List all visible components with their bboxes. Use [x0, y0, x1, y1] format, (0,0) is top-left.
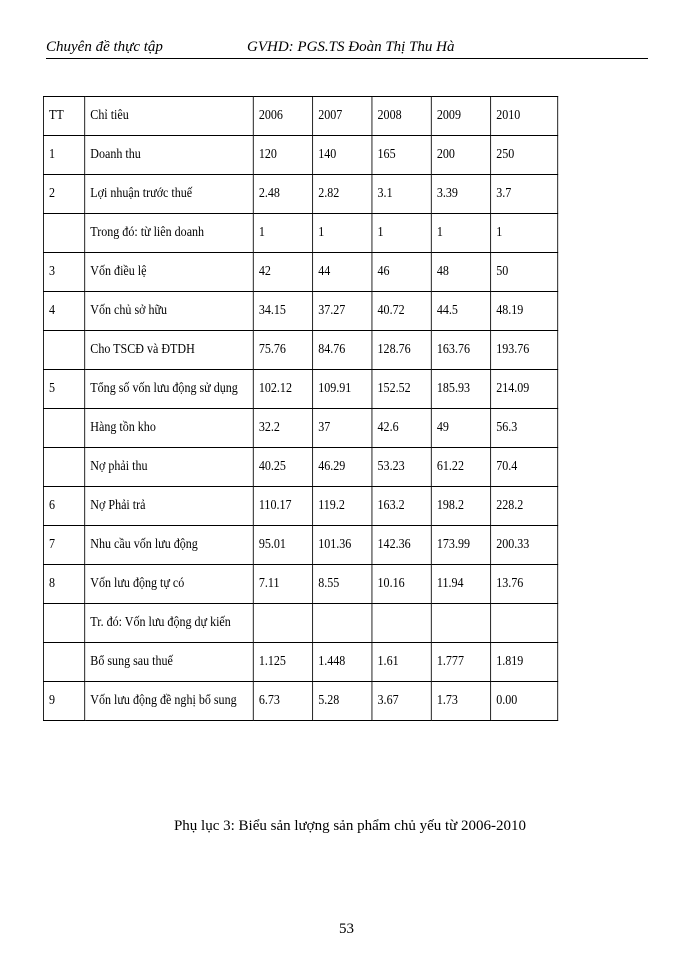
- table-cell: 75.76: [253, 331, 312, 370]
- table-cell: [431, 604, 490, 643]
- table-cell: 5.28: [313, 682, 372, 721]
- table-cell: 7.11: [253, 565, 312, 604]
- table-row: [43, 214, 557, 253]
- table-cell: 40.25: [253, 448, 312, 487]
- table-cell: [43, 331, 84, 370]
- column-header: 2006: [253, 97, 312, 136]
- table-cell: 49: [431, 409, 490, 448]
- table-cell: 0.00: [491, 682, 558, 721]
- table-cell: 37: [313, 409, 372, 448]
- table-cell: 6.73: [253, 682, 312, 721]
- table-cell: [253, 604, 312, 643]
- table-cell: 3.39: [431, 175, 490, 214]
- table-cell: 50: [491, 253, 558, 292]
- table-cell: Vốn lưu động đề nghị bổ sung: [85, 682, 254, 721]
- table-cell: Nợ Phải trả: [85, 487, 254, 526]
- table-cell: 56.3: [491, 409, 558, 448]
- table-cell: [43, 214, 84, 253]
- table-cell: Trong đó: từ liên doanh: [85, 214, 254, 253]
- table-cell: 7: [43, 526, 84, 565]
- table-cell: 11.94: [431, 565, 490, 604]
- table-cell: 34.15: [253, 292, 312, 331]
- table-cell: 9: [43, 682, 84, 721]
- table-row: [43, 604, 557, 643]
- table-cell: 185.93: [431, 370, 490, 409]
- table-cell: 6: [43, 487, 84, 526]
- table-cell: 70.4: [491, 448, 558, 487]
- table-cell: 44.5: [431, 292, 490, 331]
- table-cell: 61.22: [431, 448, 490, 487]
- table-cell: 1.777: [431, 643, 490, 682]
- table-cell: 3: [43, 253, 84, 292]
- table-cell: Vốn điều lệ: [85, 253, 254, 292]
- table-cell: 95.01: [253, 526, 312, 565]
- table-row: [43, 487, 557, 526]
- table-cell: [491, 604, 558, 643]
- header-left-title: Chuyên đề thực tập: [46, 39, 163, 55]
- table-cell: 8: [43, 565, 84, 604]
- table-cell: 214.09: [491, 370, 558, 409]
- table-cell: 101.36: [313, 526, 372, 565]
- table-cell: 2: [43, 175, 84, 214]
- column-header: 2007: [313, 97, 372, 136]
- table-cell: Hàng tồn kho: [85, 409, 254, 448]
- table-row: [43, 370, 557, 409]
- table-cell: [43, 409, 84, 448]
- table-cell: 198.2: [431, 487, 490, 526]
- table-cell: 1.448: [313, 643, 372, 682]
- table-cell: Bổ sung sau thuế: [85, 643, 254, 682]
- table-cell: [43, 643, 84, 682]
- column-header: 2010: [491, 97, 558, 136]
- table-row: [43, 448, 557, 487]
- table-row: [43, 526, 557, 565]
- table-cell: 48: [431, 253, 490, 292]
- table-row: [43, 136, 557, 175]
- table-cell: 42: [253, 253, 312, 292]
- table-cell: 48.19: [491, 292, 558, 331]
- table-cell: 2.82: [313, 175, 372, 214]
- table-row: [43, 253, 557, 292]
- table-cell: 200.33: [491, 526, 558, 565]
- column-header: 2008: [372, 97, 431, 136]
- financial-table-body: [43, 97, 557, 721]
- table-cell: 140: [313, 136, 372, 175]
- table-header-row: [43, 97, 557, 136]
- table-cell: 10.16: [372, 565, 431, 604]
- table-cell: 13.76: [491, 565, 558, 604]
- table-cell: [43, 448, 84, 487]
- appendix-caption: Phụ lục 3: Biểu sản lượng sản phẩm chủ yếu từ 2006-2010: [173, 818, 527, 834]
- table-cell: Doanh thu: [85, 136, 254, 175]
- table-cell: 1: [253, 214, 312, 253]
- table-cell: 42.6: [372, 409, 431, 448]
- table-cell: Vốn chủ sở hữu: [85, 292, 254, 331]
- table-cell: 142.36: [372, 526, 431, 565]
- header-supervisor: GVHD: PGS.TS Đoàn Thị Thu Hà: [247, 39, 455, 55]
- page-header: [46, 38, 648, 59]
- table-row: [43, 682, 557, 721]
- table-row: [43, 643, 557, 682]
- table-cell: 250: [491, 136, 558, 175]
- table-cell: Tr. đó: Vốn lưu động dự kiến: [85, 604, 254, 643]
- column-header: 2009: [431, 97, 490, 136]
- table-cell: 1: [431, 214, 490, 253]
- table-cell: 1: [313, 214, 372, 253]
- table-cell: Vốn lưu động tự có: [85, 565, 254, 604]
- table-row: [43, 175, 557, 214]
- table-cell: 173.99: [431, 526, 490, 565]
- table-cell: 152.52: [372, 370, 431, 409]
- column-header: Chỉ tiêu: [85, 97, 254, 136]
- table-cell: 1: [43, 136, 84, 175]
- table-cell: Lợi nhuận trước thuế: [85, 175, 254, 214]
- table-cell: 46.29: [313, 448, 372, 487]
- table-cell: 53.23: [372, 448, 431, 487]
- table-cell: 84.76: [313, 331, 372, 370]
- table-row: [43, 409, 557, 448]
- table-cell: Nợ phải thu: [85, 448, 254, 487]
- table-cell: 3.7: [491, 175, 558, 214]
- table-cell: 109.91: [313, 370, 372, 409]
- table-cell: 120: [253, 136, 312, 175]
- table-cell: 46: [372, 253, 431, 292]
- table-cell: Tổng số vốn lưu động sử dụng: [85, 370, 254, 409]
- table-cell: 119.2: [313, 487, 372, 526]
- table-row: [43, 331, 557, 370]
- table-cell: 3.67: [372, 682, 431, 721]
- table-row: [43, 565, 557, 604]
- financial-table: [43, 96, 558, 721]
- table-cell: [372, 604, 431, 643]
- table-cell: 1.73: [431, 682, 490, 721]
- table-cell: 1: [491, 214, 558, 253]
- table-cell: 163.76: [431, 331, 490, 370]
- table-cell: 37.27: [313, 292, 372, 331]
- table-cell: Nhu cầu vốn lưu động: [85, 526, 254, 565]
- page-number: 53: [339, 921, 354, 937]
- table-cell: [313, 604, 372, 643]
- table-cell: 102.12: [253, 370, 312, 409]
- table-cell: 193.76: [491, 331, 558, 370]
- table-cell: [43, 604, 84, 643]
- table-row: [43, 292, 557, 331]
- table-cell: 32.2: [253, 409, 312, 448]
- table-cell: 44: [313, 253, 372, 292]
- table-cell: 3.1: [372, 175, 431, 214]
- table-cell: 2.48: [253, 175, 312, 214]
- table-cell: 1.61: [372, 643, 431, 682]
- table-cell: 128.76: [372, 331, 431, 370]
- table-cell: 200: [431, 136, 490, 175]
- table-cell: 5: [43, 370, 84, 409]
- table-cell: 1.819: [491, 643, 558, 682]
- table-cell: 8.55: [313, 565, 372, 604]
- table-cell: 40.72: [372, 292, 431, 331]
- table-cell: Cho TSCĐ và ĐTDH: [85, 331, 254, 370]
- table-cell: 228.2: [491, 487, 558, 526]
- table-cell: 165: [372, 136, 431, 175]
- column-header: TT: [43, 97, 84, 136]
- table-cell: 163.2: [372, 487, 431, 526]
- table-cell: 110.17: [253, 487, 312, 526]
- table-cell: 4: [43, 292, 84, 331]
- table-cell: 1: [372, 214, 431, 253]
- table-cell: 1.125: [253, 643, 312, 682]
